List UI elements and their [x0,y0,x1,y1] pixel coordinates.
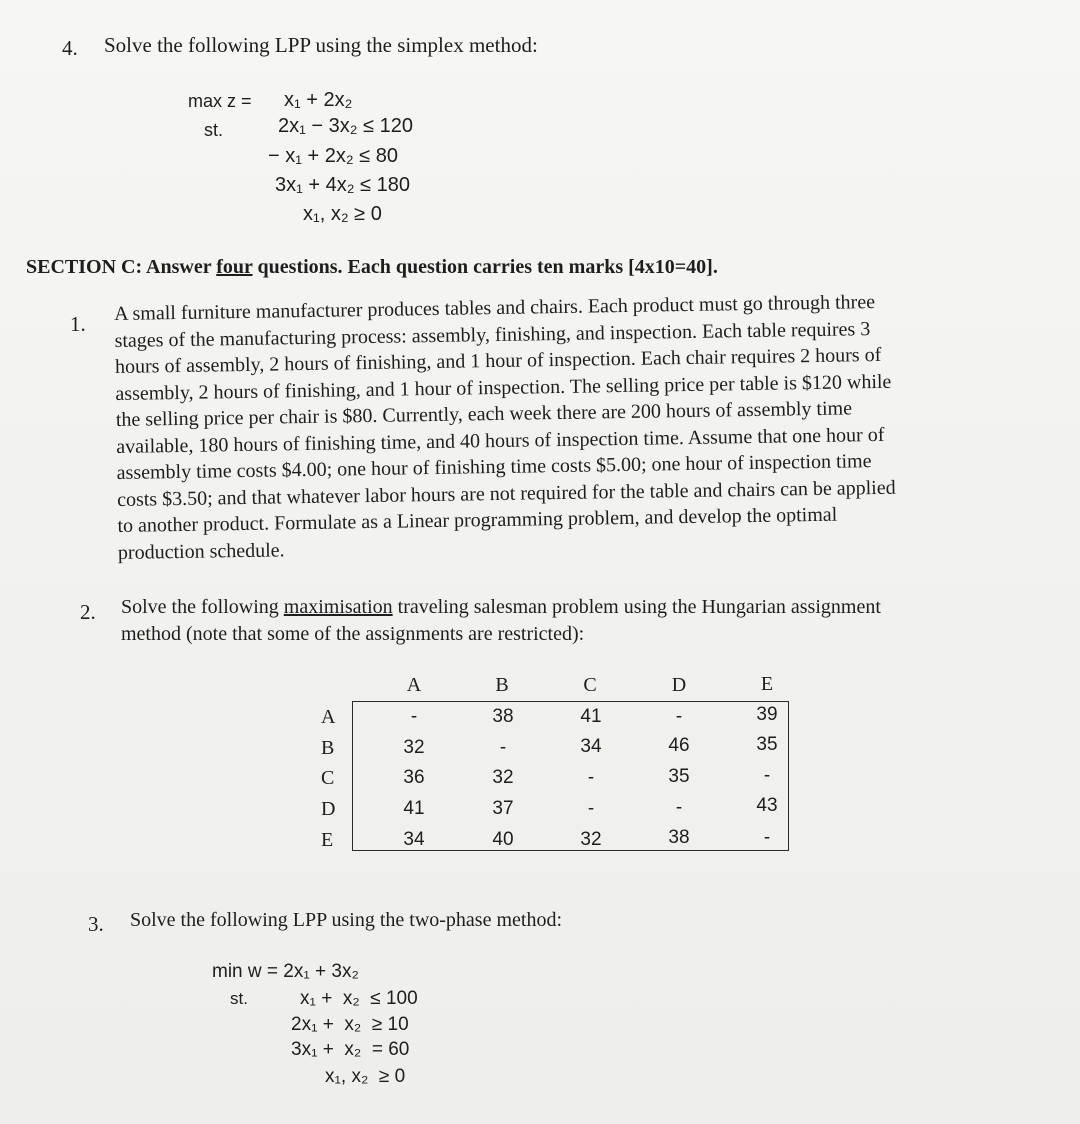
q3-objective: min w = 2x₁ + 3x₂ [212,961,359,982]
q4-number: 4. [62,36,78,60]
row-label-d: D [321,798,336,820]
q1-number: 1. [70,312,86,336]
table-cell: - [410,706,418,727]
table-cell: 39 [756,704,778,725]
q1-line: to another product. Formulate as a Linear programming problem, and develop the optimal [117,503,838,537]
q3-constraint-1: x₁ + x₂ ≤ 100 [300,988,418,1009]
q1-line: available, 180 hours of finishing time, and 40 hours of inspection time. Assume that one hour of [116,423,885,458]
q3-nonnegativity: x₁, x₂ ≥ 0 [325,1066,406,1087]
column-header-e: E [760,673,774,695]
table-cell: - [587,798,595,819]
q2-line1-suffix: traveling salesman problem using the Hungarian assignment [392,596,881,618]
row-label-a: A [321,706,336,728]
section-suffix: questions. Each question carries ten marks [4x10=40]. [252,256,718,278]
q1-line: assembly, 2 hours of finishing, and 1 hour of inspection. The selling price per table is $120 while [115,370,892,405]
q1-paragraph [114,289,897,566]
section-underlined: four [216,256,253,278]
table-cell: 36 [403,767,425,788]
section-prefix: SECTION C: Answer [26,256,217,278]
table-cell: - [763,765,771,786]
table-cell: 38 [492,706,514,727]
q4-heading: Solve the following LPP using the simplex method: [104,33,538,57]
q4-objective-label: max z = [188,91,252,111]
q4-constraint-1: 2x₁ − 3x₂ ≤ 120 [278,115,414,137]
table-cell: - [587,767,595,788]
q1-line: the selling price per chair is $80. Currently, each week there are 200 hours of assembly time [115,397,853,431]
table-cell: 43 [756,795,778,816]
table-cell: - [499,737,507,758]
q2-line1-prefix: Solve the following [121,596,284,618]
q4-constraint-2: − x₁ + 2x₂ ≤ 80 [268,145,398,167]
q3-constraint-2: 2x₁ + x₂ ≥ 10 [291,1014,409,1035]
table-cell: 38 [668,827,690,848]
q4-nonnegativity: x₁, x₂ ≥ 0 [303,203,382,225]
row-label-e: E [321,829,334,851]
table-cell: 41 [580,706,602,727]
q2-line1-underlined: maximisation [283,596,393,618]
q3-constraint-3: 3x₁ + x₂ = 60 [291,1039,410,1060]
table-cell: - [675,706,683,727]
table-cell: 37 [492,798,514,819]
q1-line: assembly time costs $4.00; one hour of finishing time costs $5.00; one hour of inspection time [116,450,872,484]
table-cell: 35 [668,766,690,787]
q3-st-label: st. [230,989,248,1008]
q3-heading: Solve the following LPP using the two-phase method: [130,909,563,931]
q2-line-1 [121,596,881,619]
table-cell: - [763,827,771,848]
table-cell: 40 [492,829,514,850]
column-header-a: A [406,674,422,696]
table-cell: 32 [403,737,425,758]
column-header-d: D [671,674,687,696]
row-label-b: B [321,737,335,759]
table-cell: - [675,797,683,818]
q4-constraint-3: 3x₁ + 4x₂ ≤ 180 [275,174,411,196]
table-cell: 41 [403,798,425,819]
q1-line: production schedule. [117,538,285,564]
table-cell: 32 [492,767,514,788]
q2-line-2: method (note that some of the assignments are restricted): [121,623,585,645]
table-cell: 46 [668,735,690,756]
column-header-b: B [495,674,509,696]
column-header-c: C [583,674,597,696]
q1-line: hours of assembly, 2 hours of finishing, and 1 hour of inspection. Each chair requires 2 hours of [114,343,882,378]
section-c-heading [26,256,718,279]
q1-line: stages of the manufacturing process: assembly, finishing, and inspection. Each table requires 3 [114,317,871,352]
q2-number: 2. [80,600,96,624]
row-label-c: C [321,767,335,789]
q1-line: A small furniture manufacturer produces tables and chairs. Each product must go through three [114,291,876,325]
table-cell: 34 [403,829,425,850]
q1-line: costs $3.50; and that whatever labor hours are not required for the table and chairs can be applied [116,476,896,511]
q3-number: 3. [88,912,104,936]
q4-objective: x₁ + 2x₂ [284,89,353,111]
q4-st-label: st. [204,120,224,140]
table-cell: 35 [756,734,778,755]
table-cell: 34 [580,736,602,757]
table-cell: 32 [580,829,602,850]
